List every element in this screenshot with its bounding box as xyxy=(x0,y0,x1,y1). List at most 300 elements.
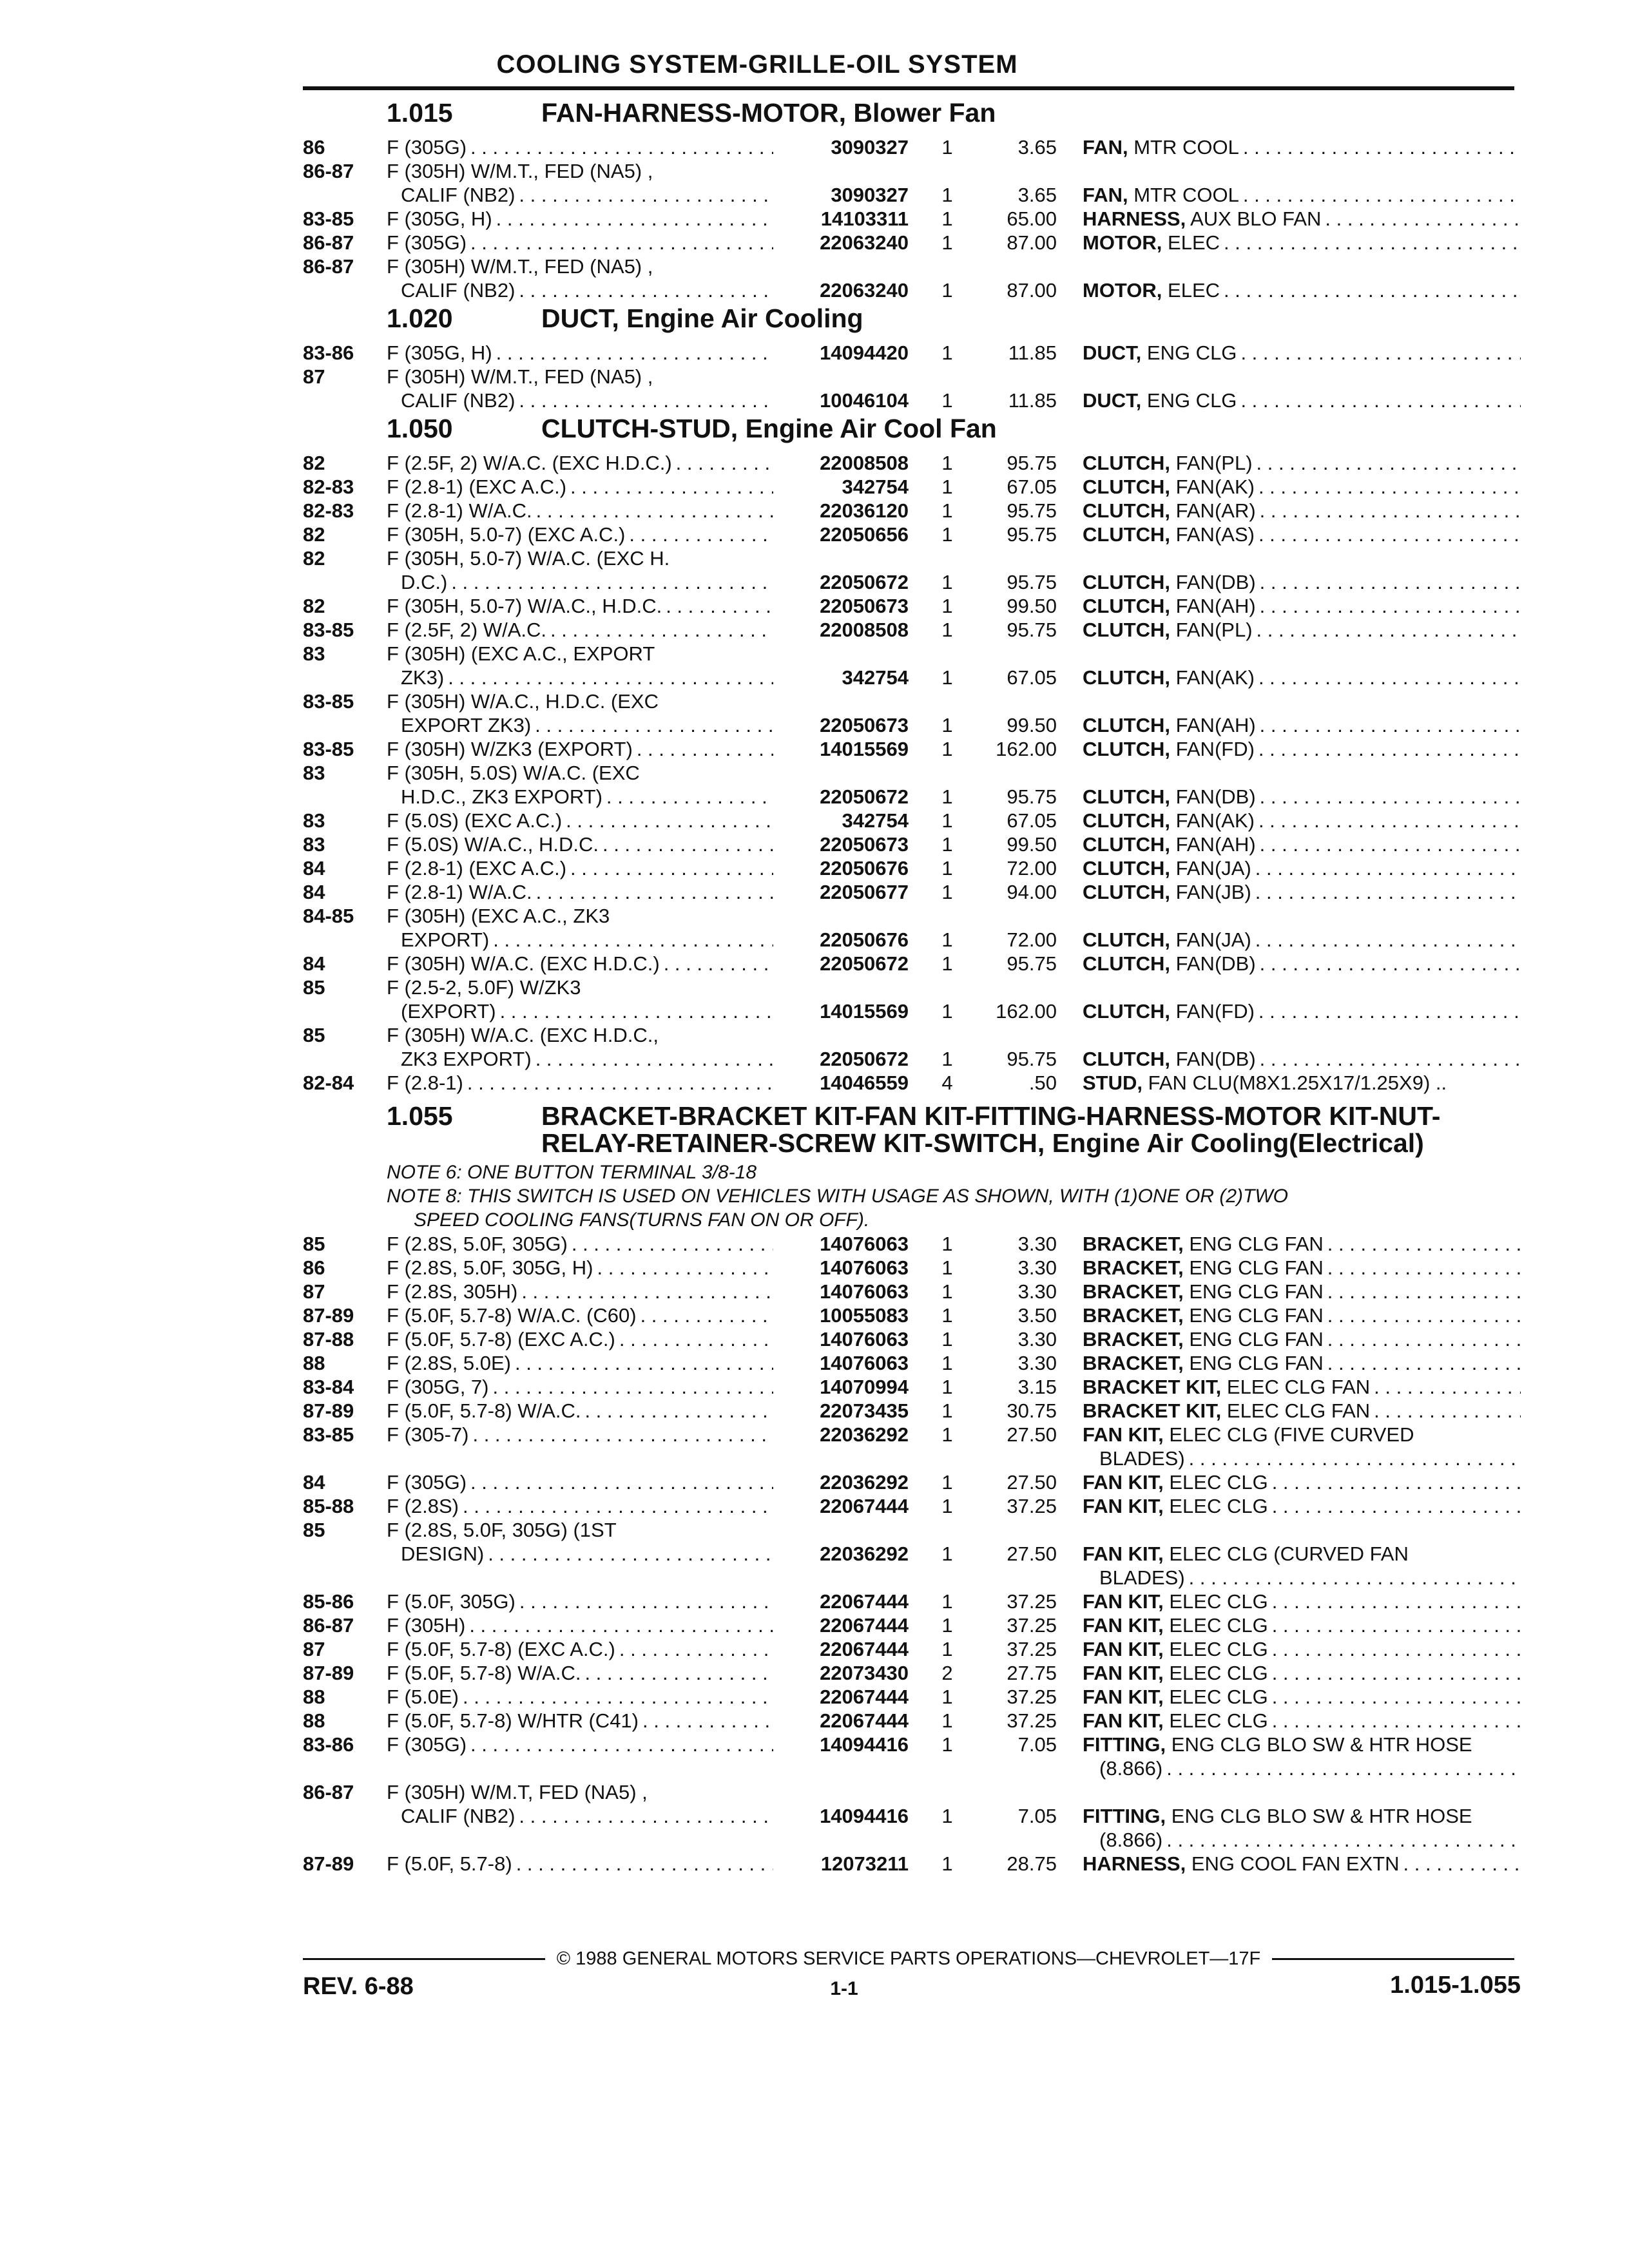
usage-text xyxy=(387,1447,390,1470)
part-name xyxy=(1083,183,1521,207)
section-number: 1.020 xyxy=(387,303,453,333)
part-name-noun: FITTING, xyxy=(1083,1733,1166,1756)
part-name-noun: FAN KIT, xyxy=(1083,1614,1164,1637)
quantity: 1 xyxy=(941,857,953,879)
part-name-text xyxy=(1083,1471,1272,1494)
part-name-text xyxy=(1099,1757,1166,1780)
part-row xyxy=(303,570,1521,594)
part-name-modifier: ELEC CLG (CURVED FAN xyxy=(1163,1542,1409,1565)
part-row xyxy=(303,737,1521,761)
usage-text: CALIF (NB2) xyxy=(401,389,519,412)
usage-description xyxy=(387,1518,773,1542)
part-name xyxy=(1083,904,1521,928)
part-name xyxy=(1083,737,1521,761)
part-name-text xyxy=(1083,976,1086,999)
usage-description xyxy=(387,451,773,475)
part-number xyxy=(773,1780,928,1804)
part-name-noun: FAN, xyxy=(1083,136,1128,159)
price: 95.75 xyxy=(1007,452,1057,474)
section-title xyxy=(541,1102,1521,1157)
model-years: 87-89 xyxy=(303,1662,354,1684)
model-years xyxy=(303,389,387,412)
model-years: 86 xyxy=(303,136,325,159)
part-name xyxy=(1083,1852,1521,1876)
part-number: 3090327 xyxy=(831,184,909,206)
quantity xyxy=(928,1566,967,1590)
quantity: 1 xyxy=(941,1733,953,1756)
price xyxy=(967,761,1083,785)
usage-description xyxy=(387,1828,773,1852)
model-years: 87-88 xyxy=(303,1328,354,1350)
quantity: 1 xyxy=(941,1638,953,1660)
model-years: 83-86 xyxy=(303,1733,354,1756)
usage-description xyxy=(387,1590,773,1613)
part-name-text xyxy=(1083,452,1257,474)
usage-description xyxy=(387,1047,773,1071)
part-name-modifier: ELEC CLG FAN xyxy=(1221,1376,1371,1398)
part-name-noun: CLUTCH, xyxy=(1083,833,1171,856)
part-name-text xyxy=(1083,160,1086,182)
price: 3.30 xyxy=(1017,1328,1057,1350)
price: 37.25 xyxy=(1007,1614,1057,1637)
section-title-parts: FAN-HARNESS-MOTOR, xyxy=(541,98,847,128)
model-years: 85 xyxy=(303,1519,325,1541)
usage-text: (EXPORT) xyxy=(401,1000,500,1023)
model-years xyxy=(303,928,387,952)
model-years: 83 xyxy=(303,762,325,784)
quantity xyxy=(928,159,967,183)
part-row xyxy=(303,713,1521,737)
part-name-text xyxy=(1083,1048,1260,1070)
quantity: 1 xyxy=(941,341,953,364)
part-row xyxy=(303,1590,1521,1613)
quantity: 1 xyxy=(941,1495,953,1517)
usage-text: F (305H) W/M.T., FED (NA5) , xyxy=(387,255,657,278)
usage-description xyxy=(387,1470,773,1494)
part-name-text xyxy=(1083,1256,1327,1279)
footer-copyright-line xyxy=(303,1946,1514,1972)
part-row xyxy=(303,1423,1521,1446)
usage-description xyxy=(387,278,773,302)
part-name-text xyxy=(1083,1328,1327,1350)
catalog-section xyxy=(303,415,1521,1095)
usage-text: F (305H) W/A.C. (EXC H.D.C., xyxy=(387,1024,662,1046)
price: 95.75 xyxy=(1007,499,1057,522)
footer-rule-right xyxy=(1272,1958,1514,1960)
price: 28.75 xyxy=(1007,1852,1057,1875)
price: 37.25 xyxy=(1007,1686,1057,1708)
part-name-noun: BRACKET, xyxy=(1083,1256,1184,1279)
model-years: 83-85 xyxy=(303,619,354,641)
usage-text: F (305-7) xyxy=(387,1423,472,1446)
quantity: 1 xyxy=(941,738,953,760)
part-number xyxy=(773,1518,928,1542)
part-name xyxy=(1083,928,1521,952)
usage-text: F (2.8S, 5.0E) xyxy=(387,1352,515,1374)
usage-description xyxy=(387,1375,773,1399)
section-title-parts: BRACKET-BRACKET KIT-FAN KIT-FITTING-HARNESS-MOTOR KIT-NUT-RELAY-RETAINER-SCREW KIT-SWITCH, xyxy=(541,1101,1441,1158)
part-name-noun: FAN KIT, xyxy=(1083,1662,1164,1684)
part-name-text xyxy=(1083,1280,1327,1303)
part-name-modifier: ENG CLG FAN xyxy=(1183,1280,1324,1303)
model-years: 84 xyxy=(303,881,325,903)
usage-description xyxy=(387,1071,773,1095)
part-name-modifier: ENG CLG xyxy=(1141,389,1237,412)
price: 30.75 xyxy=(1007,1399,1057,1422)
part-name-text xyxy=(1083,365,1086,388)
part-name xyxy=(1083,570,1521,594)
part-name-text xyxy=(1083,905,1086,927)
price xyxy=(967,1023,1083,1047)
model-years xyxy=(303,1804,387,1828)
usage-text: F (2.5-2, 5.0F) W/ZK3 xyxy=(387,976,584,999)
part-name xyxy=(1083,713,1521,737)
quantity: 1 xyxy=(941,785,953,808)
part-number: 22050672 xyxy=(820,952,909,975)
quantity: 1 xyxy=(941,1352,953,1374)
part-name xyxy=(1083,1256,1521,1280)
part-number: 22036292 xyxy=(820,1471,909,1494)
usage-description xyxy=(387,523,773,546)
part-name-text xyxy=(1083,341,1240,364)
price: 95.75 xyxy=(1007,952,1057,975)
part-number: 342754 xyxy=(842,476,909,498)
part-row xyxy=(303,952,1521,975)
price: 3.30 xyxy=(1017,1280,1057,1303)
part-name xyxy=(1083,135,1521,159)
usage-text: F (305H) W/A.C., H.D.C. (EXC xyxy=(387,690,662,713)
part-name-modifier: FAN(JB) xyxy=(1170,881,1251,903)
part-name-modifier: FAN(DB) xyxy=(1170,952,1256,975)
usage-text: F (305G) xyxy=(387,136,470,159)
part-name-text xyxy=(1083,523,1258,546)
price xyxy=(967,1566,1083,1590)
usage-text: F (305H) (EXC A.C., ZK3 xyxy=(387,905,613,927)
model-years: 86-87 xyxy=(303,160,354,182)
price: 37.25 xyxy=(1007,1709,1057,1732)
price xyxy=(967,642,1083,666)
part-name xyxy=(1083,689,1521,713)
part-row xyxy=(303,832,1521,856)
part-name-modifier: FAN(JA) xyxy=(1170,928,1251,951)
usage-description xyxy=(387,1446,773,1470)
part-name xyxy=(1083,1518,1521,1542)
part-name xyxy=(1083,1470,1521,1494)
usage-text: F (2.8S, 5.0F, 305G) (1ST xyxy=(387,1519,621,1541)
price: 87.00 xyxy=(1007,279,1057,302)
part-number: 14015569 xyxy=(820,738,909,760)
parts-list xyxy=(303,97,1521,1876)
part-name-text xyxy=(1083,595,1260,617)
price: 95.75 xyxy=(1007,785,1057,808)
model-years xyxy=(303,1566,387,1590)
part-name-noun: FAN KIT, xyxy=(1083,1590,1164,1613)
model-years: 83-85 xyxy=(303,738,354,760)
quantity: 4 xyxy=(941,1072,953,1094)
section-title xyxy=(541,415,1521,442)
part-name-modifier: FAN(DB) xyxy=(1170,571,1256,593)
part-number: 22008508 xyxy=(820,619,909,641)
model-years: 83-84 xyxy=(303,1376,354,1398)
part-name-noun: CLUTCH, xyxy=(1083,928,1171,951)
part-name-text xyxy=(1083,785,1260,808)
part-name-text xyxy=(1083,1852,1403,1875)
part-name xyxy=(1083,1804,1521,1828)
part-number: 3090327 xyxy=(831,136,909,159)
part-name xyxy=(1083,975,1521,999)
part-number: 22050673 xyxy=(820,595,909,617)
part-number: 22067444 xyxy=(820,1638,909,1660)
price: 95.75 xyxy=(1007,571,1057,593)
part-number: 22036292 xyxy=(820,1542,909,1565)
part-name xyxy=(1083,952,1521,975)
part-name-text xyxy=(1083,1233,1327,1255)
usage-description xyxy=(387,1423,773,1446)
part-name xyxy=(1083,594,1521,618)
part-name-modifier: FAN(JA) xyxy=(1170,857,1251,879)
quantity: 1 xyxy=(941,1590,953,1613)
part-number: 14076063 xyxy=(820,1352,909,1374)
price: 3.65 xyxy=(1017,184,1057,206)
part-name-text xyxy=(1099,1829,1166,1851)
part-row xyxy=(303,1470,1521,1494)
usage-text: F (305G) xyxy=(387,1733,470,1756)
part-name xyxy=(1083,451,1521,475)
part-row xyxy=(303,1518,1521,1542)
part-name-modifier: BLADES) xyxy=(1099,1447,1185,1470)
usage-text: EXPORT ZK3) xyxy=(401,714,535,736)
part-number xyxy=(773,159,928,183)
quantity: 1 xyxy=(941,1852,953,1875)
usage-text: H.D.C., ZK3 EXPORT) xyxy=(401,785,606,808)
model-years: 86-87 xyxy=(303,1781,354,1803)
part-row xyxy=(303,594,1521,618)
usage-text: ZK3) xyxy=(401,666,448,689)
model-years xyxy=(303,1756,387,1780)
part-name-noun: CLUTCH, xyxy=(1083,1048,1171,1070)
part-name-noun: CLUTCH, xyxy=(1083,714,1171,736)
model-years: 83-85 xyxy=(303,690,354,713)
usage-text: F (5.0E) xyxy=(387,1686,463,1708)
usage-text xyxy=(387,1566,390,1589)
footer-copyright: © 1988 GENERAL MOTORS SERVICE PARTS OPERATIONS—CHEVROLET—17F xyxy=(556,1948,1261,1969)
part-name xyxy=(1083,1375,1521,1399)
part-name-modifier: ELEC CLG xyxy=(1163,1471,1268,1494)
part-name xyxy=(1083,1637,1521,1661)
header-rule xyxy=(303,86,1514,90)
part-row xyxy=(303,1023,1521,1047)
quantity: 1 xyxy=(941,452,953,474)
part-number: 22008508 xyxy=(820,452,909,474)
price xyxy=(967,1518,1083,1542)
usage-description xyxy=(387,231,773,255)
part-row xyxy=(303,1566,1521,1590)
part-row xyxy=(303,999,1521,1023)
part-name-modifier: ELEC CLG xyxy=(1163,1590,1268,1613)
model-years: 82 xyxy=(303,595,325,617)
usage-text: F (305G, 7) xyxy=(387,1376,493,1398)
part-name-modifier: FAN(AK) xyxy=(1170,809,1255,832)
part-name-noun: CLUTCH, xyxy=(1083,523,1171,546)
part-name-text xyxy=(1083,255,1086,278)
usage-description xyxy=(387,856,773,880)
part-row xyxy=(303,1685,1521,1709)
usage-text: F (305H, 5.0S) W/A.C. (EXC xyxy=(387,762,644,784)
usage-description xyxy=(387,255,773,278)
part-name xyxy=(1083,546,1521,570)
usage-description xyxy=(387,928,773,952)
part-number: 22050676 xyxy=(820,857,909,879)
part-number: 22050656 xyxy=(820,523,909,546)
part-name xyxy=(1083,1327,1521,1351)
price: 3.15 xyxy=(1017,1376,1057,1398)
price: 99.50 xyxy=(1007,714,1057,736)
part-number: 22036292 xyxy=(820,1423,909,1446)
part-name xyxy=(1083,1232,1521,1256)
usage-text: F (2.8-1) (EXC A.C.) xyxy=(387,857,570,879)
part-row xyxy=(303,1828,1521,1852)
usage-description xyxy=(387,546,773,570)
part-name-modifier: FAN(AR) xyxy=(1170,499,1256,522)
section-heading xyxy=(303,305,1521,341)
usage-text: ZK3 EXPORT) xyxy=(401,1048,535,1070)
model-years: 82-83 xyxy=(303,499,354,522)
model-years: 87 xyxy=(303,365,325,388)
usage-description xyxy=(387,1756,773,1780)
part-number xyxy=(773,546,928,570)
model-years xyxy=(303,666,387,689)
part-name-noun: DUCT, xyxy=(1083,341,1142,364)
part-name-text xyxy=(1083,1376,1374,1398)
price xyxy=(967,975,1083,999)
usage-text: CALIF (NB2) xyxy=(401,184,519,206)
part-row xyxy=(303,255,1521,278)
part-name-modifier: ELEC CLG xyxy=(1163,1686,1268,1708)
part-name xyxy=(1083,341,1521,365)
model-years xyxy=(303,278,387,302)
usage-description xyxy=(387,666,773,689)
part-name-modifier: ELEC xyxy=(1162,279,1220,302)
part-name-text xyxy=(1083,619,1257,641)
model-years: 86-87 xyxy=(303,255,354,278)
usage-description xyxy=(387,1709,773,1733)
part-number xyxy=(773,365,928,389)
quantity: 1 xyxy=(941,279,953,302)
section-heading xyxy=(303,415,1521,451)
quantity: 1 xyxy=(941,1000,953,1023)
part-row xyxy=(303,1071,1521,1095)
part-name-text xyxy=(1099,1566,1189,1589)
quantity: 1 xyxy=(941,499,953,522)
price: 99.50 xyxy=(1007,833,1057,856)
part-name-modifier: FAN(AK) xyxy=(1170,476,1255,498)
catalog-section xyxy=(303,305,1521,412)
price: 11.85 xyxy=(1008,389,1057,412)
quantity: 1 xyxy=(941,231,953,254)
part-number: 14076063 xyxy=(820,1328,909,1350)
price: 27.50 xyxy=(1007,1471,1057,1494)
usage-text: DESIGN) xyxy=(401,1542,488,1565)
usage-text: F (2.5F, 2) W/A.C. (EXC H.D.C.) xyxy=(387,452,676,474)
quantity: 1 xyxy=(941,1686,953,1708)
part-number: 10046104 xyxy=(820,389,909,412)
part-number xyxy=(773,689,928,713)
quantity xyxy=(928,761,967,785)
price: 67.05 xyxy=(1007,476,1057,498)
part-row xyxy=(303,231,1521,255)
part-name-text xyxy=(1083,714,1260,736)
quantity xyxy=(928,1828,967,1852)
part-number xyxy=(773,975,928,999)
model-years: 82-83 xyxy=(303,476,354,498)
part-name-modifier: FAN(DB) xyxy=(1170,785,1256,808)
quantity: 1 xyxy=(941,666,953,689)
part-name-modifier: ENG CLG FAN xyxy=(1183,1233,1324,1255)
part-row xyxy=(303,341,1521,365)
model-years xyxy=(303,999,387,1023)
usage-description xyxy=(387,1256,773,1280)
usage-description xyxy=(387,1542,773,1566)
part-name-text xyxy=(1083,1638,1272,1660)
part-number: 22050677 xyxy=(820,881,909,903)
part-name-text xyxy=(1083,1304,1327,1327)
usage-text xyxy=(387,1757,390,1780)
usage-text: F (2.8S, 5.0F, 305G) xyxy=(387,1233,572,1255)
part-name-noun: DUCT, xyxy=(1083,389,1142,412)
part-name xyxy=(1083,1351,1521,1375)
usage-description xyxy=(387,1852,773,1876)
part-name-text xyxy=(1083,389,1240,412)
part-name-text xyxy=(1083,1805,1476,1827)
part-name-modifier: FAN(PL) xyxy=(1170,619,1253,641)
part-number: 14076063 xyxy=(820,1256,909,1279)
usage-description xyxy=(387,389,773,412)
section-heading xyxy=(303,1102,1521,1157)
part-number: 14076063 xyxy=(820,1280,909,1303)
part-number: 342754 xyxy=(842,666,909,689)
part-row xyxy=(303,689,1521,713)
usage-description xyxy=(387,1613,773,1637)
part-row xyxy=(303,666,1521,689)
usage-text: F (305H) W/ZK3 (EXPORT) xyxy=(387,738,637,760)
usage-description xyxy=(387,785,773,809)
part-name-noun: FAN KIT, xyxy=(1083,1423,1164,1446)
usage-description xyxy=(387,1685,773,1709)
usage-description xyxy=(387,1637,773,1661)
price: 37.25 xyxy=(1007,1590,1057,1613)
part-name xyxy=(1083,618,1521,642)
price: 72.00 xyxy=(1007,857,1057,879)
part-name-text xyxy=(1083,499,1260,522)
part-row xyxy=(303,135,1521,159)
part-name-noun: BRACKET, xyxy=(1083,1304,1184,1327)
model-years: 88 xyxy=(303,1709,325,1732)
page-title: COOLING SYSTEM-GRILLE-OIL SYSTEM xyxy=(496,50,1018,79)
price: 95.75 xyxy=(1007,619,1057,641)
part-name-noun: FAN KIT, xyxy=(1083,1638,1164,1660)
price: 3.30 xyxy=(1017,1233,1057,1255)
part-number: 22067444 xyxy=(820,1614,909,1637)
part-name xyxy=(1083,1733,1521,1756)
price: 27.50 xyxy=(1007,1542,1057,1565)
usage-text: F (2.8-1) xyxy=(387,1072,467,1094)
part-number: 12073211 xyxy=(820,1852,909,1875)
part-row xyxy=(303,642,1521,666)
part-row xyxy=(303,785,1521,809)
usage-description xyxy=(387,594,773,618)
part-name-noun: HARNESS, xyxy=(1083,1852,1186,1875)
price: 94.00 xyxy=(1007,881,1057,903)
